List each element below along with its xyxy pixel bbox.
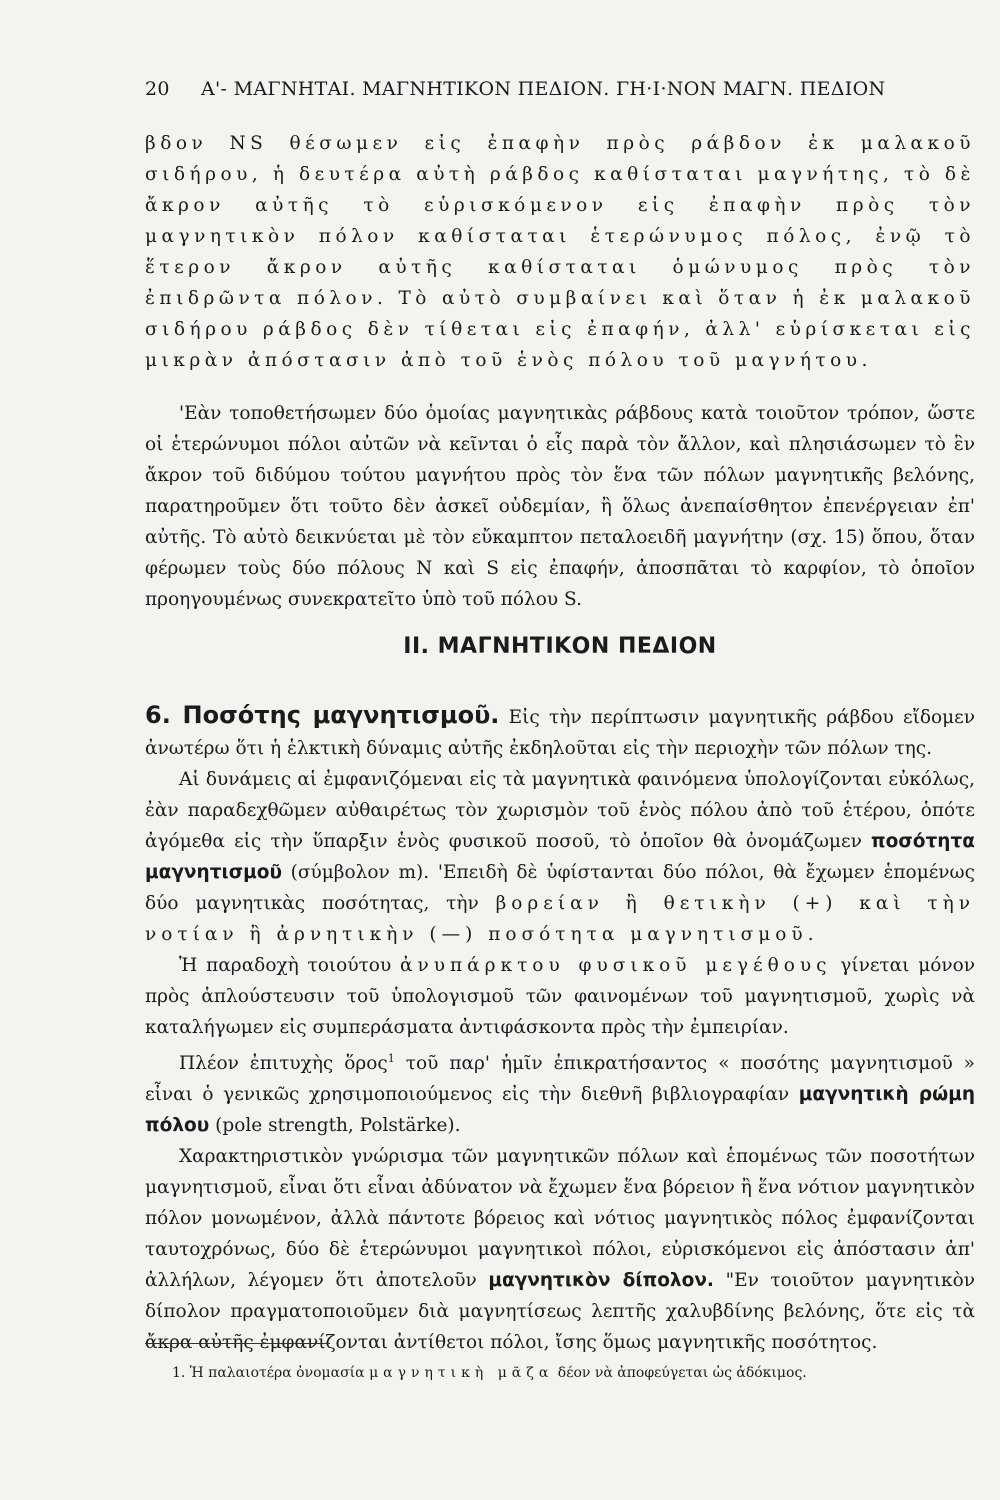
- intro-text: Εἰς τὴν περίπτωσιν μαγνητικῆς ράβδου εἴδομεν ἀνωτέρω ὅτι ἡ ἑλκτικὴ δύναμις αὐτῆς ἐκδηλοῦται εἰς τὴν περιοχὴν τῶν πόλων της.: [145, 707, 975, 759]
- paragraph-dipole: [145, 1141, 975, 1358]
- text-run: τοῦ παρ' ἡμῖν ἐπικρατήσαντος « ποσότης μαγνητισμοῦ » εἶναι ὁ γενικῶς χρησιμοποιούμενος εἰς τὴν διεθνῆ βιβλιογραφίαν: [145, 1053, 976, 1106]
- footnote-marker: 1.: [172, 1365, 186, 1381]
- page-number: 20: [145, 78, 170, 100]
- text-run: γίνεται μόνον πρὸς ἁπλούστευσιν τοῦ ὑπολογισμοῦ τῶν φαινομένων τοῦ μαγνητισμοῦ, χωρὶς νὰ καταλήγωμεν εἰς συμπεράσματα ἀντιφάσκοντα πρὸς τὴν ἐμπειρίαν.: [145, 955, 975, 1038]
- text-run: δέον νὰ ἀποφεύγεται ὡς ἀδόκιμος.: [553, 1365, 807, 1381]
- text-spaced: βορείαν ἢ θετικὴν (+) καὶ τὴν νοτίαν ἢ ἀρνητικὴν (—) ποσότητα μαγνητισμοῦ.: [145, 893, 975, 945]
- paragraph-assumption: [145, 950, 975, 1043]
- paragraph-dipole-experiment: [145, 398, 975, 615]
- text-run: Αἱ δυνάμεις αἱ ἐμφανιζόμεναι εἰς τὰ μαγνητικὰ φαινόμενα ὑπολογίζονται εὐκόλως, ἐὰν παραδεχθῶμεν αὐθαιρέτως τὸν χωρισμὸν τοῦ ἑνὸς πόλου ἀπὸ τοῦ ἑτέρου, ὁπότε ἀγόμεθα εἰς τὴν ὕπαρξιν ἑνὸς φυσικοῦ ποσοῦ, τὸ ὁποῖον θὰ ὀνομάζωμεν: [145, 769, 975, 852]
- text-run: "Εν τοιοῦτον μαγνητικὸν δίπολον πραγματοποιοῦμεν διὰ μαγνητίσεως λεπτῆς χαλυβδίνης βελόνης, ὅτε εἰς τὰ ἄκρα αὐτῆς ἐμφανίζονται ἀντίθετοι πόλοι, ἴσης ὅμως μαγνητικῆς ποσότητος.: [145, 1270, 976, 1354]
- paragraph-continued: [145, 128, 975, 376]
- footnote-ref: 1: [387, 1052, 395, 1065]
- text-run: Ἡ παλαιοτέρα ὀνομασία: [185, 1365, 370, 1381]
- section-6: [145, 700, 975, 1358]
- section-title: II. ΜΑΓΝΗΤΙΚΟΝ ΠΕΔΙΟΝ: [403, 634, 717, 659]
- section-6-intro: [145, 700, 975, 764]
- term-bold: ποσότητα μαγνητισμοῦ: [145, 831, 975, 883]
- footnote-divider: [145, 1343, 330, 1344]
- term-bold: μαγνητικὴ ρώμη πόλου: [145, 1084, 975, 1137]
- term-bold: μαγνητικὸν δίπολον.: [488, 1270, 714, 1292]
- text-spaced: ἀνυπάρκτου φυσικοῦ μεγέθους: [400, 955, 832, 976]
- text-spaced: μαγνητικὴ μᾶζα: [369, 1365, 554, 1381]
- section-6-heading: 6. Ποσότης μαγνητισμοῦ.: [145, 701, 500, 729]
- text-run: Χαρακτηριστικὸν γνώρισμα τῶν μαγνητικῶν πόλων καὶ ἑπομένως τῶν ποσοτήτων μαγνητισμοῦ, εἶναι ὅτι εἶναι ἀδύνατον νὰ ἔχωμεν ἕνα βόρειον ἢ ἕνα νότιον μαγνητικὸν πόλον μονωμένον, ἀλλὰ πάντοτε βόρειος καὶ νότιος μαγνητικὸς πόλος ἐμφανίζονται ταυτοχρόνως, δύο δὲ ἑτερώνυμοι μαγνητικοὶ πόλοι, εὑρισκόμενοι εἰς ἀπόστασιν ἀπ' ἀλλήλων, λέγομεν ὅτι ἀποτελοῦν: [145, 1146, 975, 1292]
- text-run: Πλέον ἐπιτυχὴς ὅρος: [179, 1053, 388, 1075]
- text-run: (σύμβολον m). 'Επειδὴ δὲ ὑφίστανται δύο πόλοι, θὰ ἔχωμεν ἑπομένως δύο μαγνητικὰς ποσότητας, τὴν: [145, 862, 975, 914]
- paragraph-text: 'Εὰν τοποθετήσωμεν δύο ὁμοίας μαγνητικὰς ράβδους κατὰ τοιοῦτον τρόπον, ὥστε οἱ ἑτερώνυμοι πόλοι αὐτῶν νὰ κεῖνται ὁ εἷς παρὰ τὸν ἄλλον, καὶ πλησιάσωμεν τὸ ἓν ἄκρον τοῦ διδύμου τούτου μαγνήτου πρὸς τὸν ἕνα τῶν πόλων μαγνητικῆς βελόνης, παρατηροῦμεν ὅτι τοῦτο δὲν ἀσκεῖ οὐδεμίαν, ἢ ὅλως ἀνεπαίσθητον ἐπενέργειαν ἐπ' αὐτῆς. Τὸ αὐτὸ δεικνύεται μὲ τὸν εὔκαμπτον πεταλοειδῆ μαγνήτην (σχ. 15) ὅπου, ὅταν φέρωμεν τοὺς δύο πόλους N καὶ S εἰς ἐπαφήν, ἀποσπᾶται τὸ καρφίον, τὸ ὁποῖον προηγουμένως συνεκρατεῖτο ὑπὸ τοῦ πόλου S.: [145, 403, 975, 610]
- text-run: Ἡ παραδοχὴ τοιούτου: [179, 955, 400, 976]
- paragraph-pole-strength: [145, 1043, 975, 1141]
- text-run: (pole strength, Polstärke).: [209, 1115, 461, 1137]
- paragraph-text: βδον NS θέσωμεν εἰς ἐπαφὴν πρὸς ράβδον ἐκ μαλακοῦ σιδήρου, ἡ δευτέρα αὐτὴ ράβδος καθίσταται μαγνήτης, τὸ δὲ ἄκρον αὐτῆς τὸ εὑρισκόμενον εἰς ἐπαφὴν πρὸς τὸν μαγνητικὸν πόλον καθίσταται ἑτερώνυμος πόλος, ἐνῷ τὸ ἕτερον ἄκρον αὐτῆς καθίσταται ὁμώνυμος πρὸς τὸν ἐπιδρῶντα πόλον. Τὸ αὐτὸ συμβαίνει καὶ ὅταν ἡ ἐκ μαλακοῦ σιδήρου ράβδος δὲν τίθεται εἰς ἐπαφήν, ἀλλ' εὑρίσκεται εἰς μικρὰν ἀπόστασιν ἀπὸ τοῦ ἑνὸς πόλου τοῦ μαγνήτου.: [145, 133, 975, 371]
- running-title: Α'- ΜΑΓΝΗΤΑΙ. ΜΑΓΝΗΤΙΚΟΝ ΠΕΔΙΟΝ. ΓΗ·Ι·ΝΟΝ ΜΑΓΝ. ΠΕΔΙΟΝ: [201, 78, 886, 100]
- footnote: [172, 1362, 972, 1384]
- running-header: [145, 78, 905, 100]
- paragraph-magnetic-quantity: [145, 764, 975, 950]
